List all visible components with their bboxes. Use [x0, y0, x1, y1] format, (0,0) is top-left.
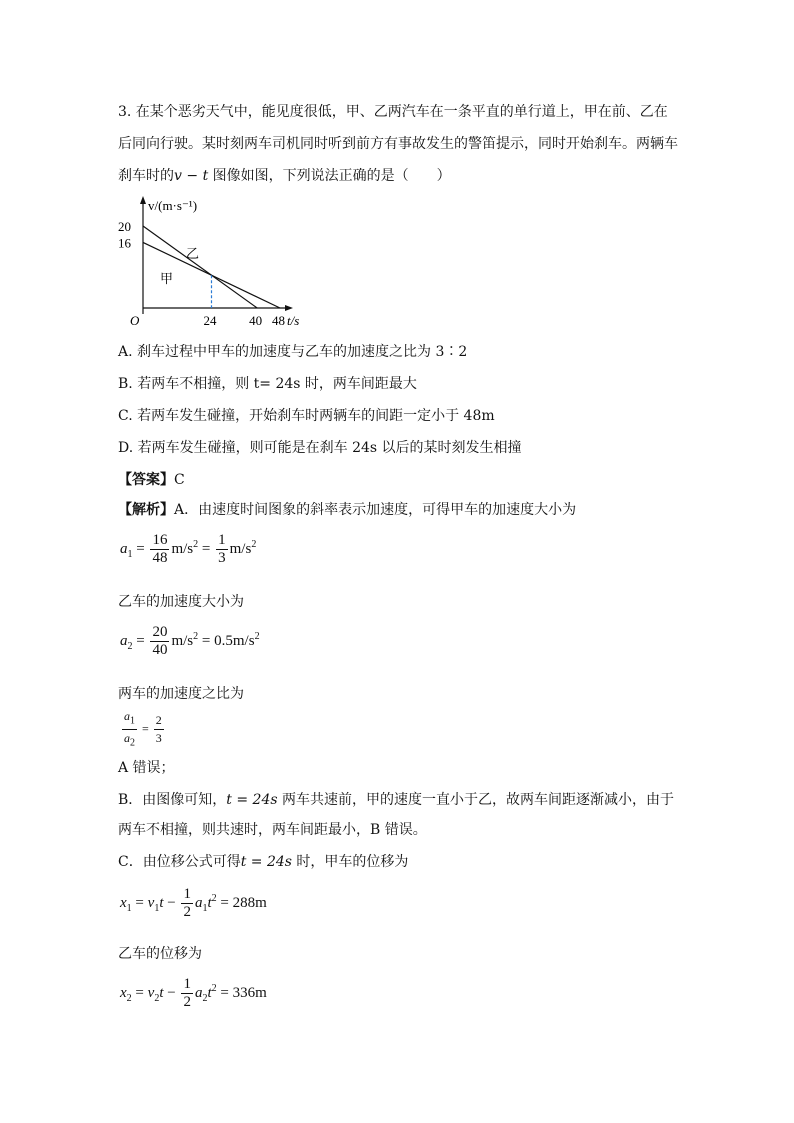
question-v-symbol: v	[174, 168, 182, 184]
eq-a2-frac: $\frac{20}{40}$	[152, 624, 168, 658]
question-t-symbol: t	[202, 168, 209, 184]
yi-disp-text: 乙车的位移为	[118, 946, 202, 962]
eq-ratio-rhs: $\frac{2}{3}$	[155, 713, 162, 746]
analysis-label: 【解析】	[118, 502, 174, 518]
eq-x2-result: = 336m	[220, 984, 267, 1001]
x-tick-24: 24	[203, 313, 217, 328]
analysis-b-line-2: 两车不相撞，则共速时，两车间距最小，B 错误。	[118, 822, 427, 838]
answer-label: 【答案】	[118, 472, 174, 488]
eq-a1-frac-1: $\frac{16}{48}$	[152, 532, 168, 566]
origin-label: O	[130, 313, 140, 328]
analysis-c-line: C．由位移公式可得t = 24s 时，甲车的位移为	[118, 854, 409, 870]
ratio-text: 两车的加速度之比为	[118, 686, 244, 702]
question-line-2: 后同向行驶。某时刻两车司机同时听到前方有事故发生的警笛提示，同时开始刹车。两辆车	[118, 136, 678, 152]
x-tick-40: 40	[249, 313, 263, 328]
a-wrong-text: A 错误；	[118, 760, 175, 776]
y-tick-16: 16	[118, 235, 131, 251]
analysis-line-1	[118, 500, 576, 520]
equation-a2: $a_2$ = $\frac{20}{40}$ $m/s^2 = 0.5m/s^2$	[120, 624, 260, 658]
analysis-intro: A．由速度时间图象的斜率表示加速度，可得甲车的加速度大小为	[174, 502, 577, 518]
vt-graph	[110, 192, 310, 332]
equation-x2: $x_2 = v_2t$ − $\frac{1}{2}$ $a_2t^2 = 336m$	[120, 976, 267, 1010]
question-line-1: 3. 在某个恶劣天气中，能见度很低，甲、乙两汽车在一条平直的单行道上，甲在前、乙在	[118, 104, 668, 120]
y-axis-arrow	[140, 196, 146, 204]
label-jia: 甲	[160, 271, 174, 286]
yi-acc-text: 乙车的加速度大小为	[118, 594, 244, 610]
option-b: B. 若两车不相撞，则 t= 24s 时，两车间距最大	[118, 376, 417, 392]
eq-x1-result: = 288m	[220, 894, 267, 911]
question-line-3	[118, 166, 451, 186]
question-line-3-b: 图像如图，下列说法正确的是（ ）	[208, 168, 451, 184]
answer-line	[118, 470, 185, 490]
option-d: D. 若两车发生碰撞，则可能是在刹车 24s 以后的某时刻发生相撞	[118, 440, 522, 456]
x-tick-48: 48	[272, 313, 285, 328]
question-line-3-a: 刹车时的	[118, 168, 174, 184]
option-a: A. 刹车过程中甲车的加速度与乙车的加速度之比为 3∶2	[118, 344, 468, 360]
question-dash: −	[181, 168, 203, 184]
eq-ratio-lhs: $\frac{a_1}{a_2}$	[124, 709, 135, 749]
eq-a1-frac-2: $\frac{1}{3}$	[218, 532, 226, 566]
analysis-b-line-1: B．由图像可知，t = 24s 两车共速前，甲的速度一直小于乙，故两车间距逐渐减小，由于	[118, 792, 675, 808]
equation-x1: $x_1 = v_1t$ − $\frac{1}{2}$ $a_1t^2 = 288m$	[120, 886, 267, 920]
y-tick-20: 20	[118, 219, 131, 234]
x-axis-label: t/s	[287, 313, 300, 328]
option-c: C. 若两车发生碰撞，开始刹车时两辆车的间距一定小于 48m	[118, 408, 495, 424]
label-yi: 乙	[186, 246, 200, 261]
equation-ratio: $\frac{a_1}{a_2}$ = $\frac{2}{3}$	[120, 708, 166, 752]
x-axis-arrow	[285, 305, 293, 311]
series-yi-line	[143, 226, 257, 308]
y-axis-label: v/(m·s⁻¹)	[148, 198, 198, 213]
equation-a1: $a_1$ = $\frac{16}{48}$ $m/s^2$ = $\frac{1}{3}$ $m/s^2$	[120, 532, 257, 566]
eq-a1-sub: 1	[127, 548, 133, 560]
eq-a1-symbol: a	[120, 540, 128, 557]
answer-value: C	[174, 472, 185, 488]
